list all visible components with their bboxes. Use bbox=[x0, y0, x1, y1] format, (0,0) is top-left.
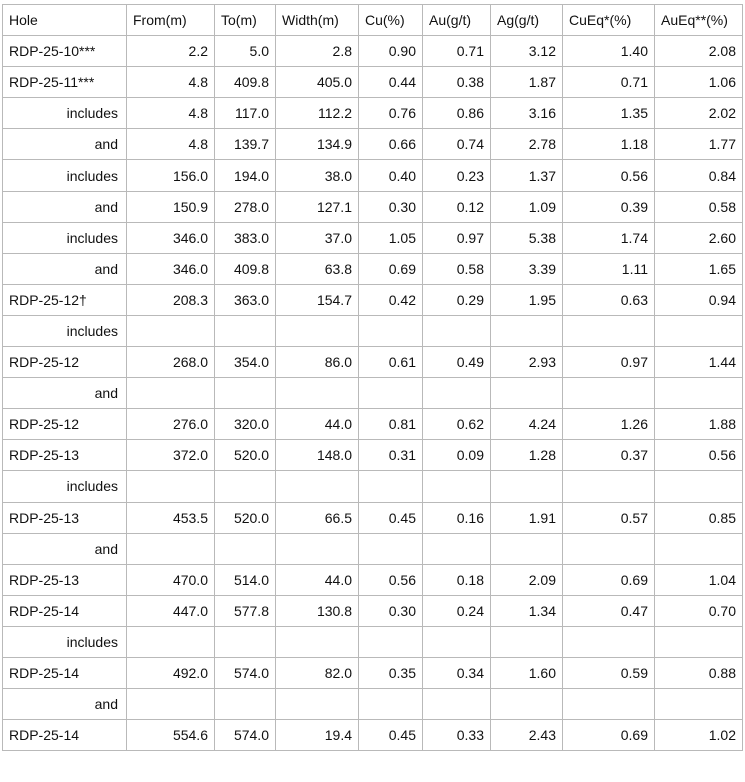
table-cell: 0.30 bbox=[359, 595, 423, 626]
table-cell: 0.71 bbox=[423, 36, 491, 67]
table-cell: 63.8 bbox=[276, 253, 359, 284]
table-cell: 0.94 bbox=[655, 284, 743, 315]
column-header: Hole bbox=[3, 5, 127, 36]
interval-qualifier: includes bbox=[3, 315, 127, 346]
table-cell: 38.0 bbox=[276, 160, 359, 191]
table-cell: 117.0 bbox=[215, 98, 276, 129]
table-cell: 1.95 bbox=[491, 284, 563, 315]
table-cell: 405.0 bbox=[276, 67, 359, 98]
hole-id: RDP-25-13 bbox=[3, 564, 127, 595]
table-cell bbox=[127, 626, 215, 657]
table-cell: 0.70 bbox=[655, 595, 743, 626]
table-cell bbox=[655, 533, 743, 564]
table-cell bbox=[655, 315, 743, 346]
table-cell: 0.81 bbox=[359, 409, 423, 440]
table-cell: 0.42 bbox=[359, 284, 423, 315]
table-row bbox=[3, 36, 743, 67]
table-cell bbox=[127, 471, 215, 502]
table-cell: 453.5 bbox=[127, 502, 215, 533]
table-row bbox=[3, 222, 743, 253]
table-cell: 2.2 bbox=[127, 36, 215, 67]
table-cell: 0.69 bbox=[563, 720, 655, 751]
table-cell: 44.0 bbox=[276, 564, 359, 595]
interval-qualifier: and bbox=[3, 129, 127, 160]
table-cell bbox=[215, 533, 276, 564]
table-cell: 470.0 bbox=[127, 564, 215, 595]
table-cell: 127.1 bbox=[276, 191, 359, 222]
table-cell: 520.0 bbox=[215, 502, 276, 533]
table-row bbox=[3, 409, 743, 440]
table-cell: 1.11 bbox=[563, 253, 655, 284]
table-cell: 1.87 bbox=[491, 67, 563, 98]
table-cell: 3.16 bbox=[491, 98, 563, 129]
table-cell: 66.5 bbox=[276, 502, 359, 533]
table-cell: 134.9 bbox=[276, 129, 359, 160]
table-cell bbox=[491, 689, 563, 720]
hole-id: RDP-25-14 bbox=[3, 720, 127, 751]
table-cell: 574.0 bbox=[215, 720, 276, 751]
table-cell: 0.56 bbox=[563, 160, 655, 191]
table-cell: 1.09 bbox=[491, 191, 563, 222]
table-cell: 0.09 bbox=[423, 440, 491, 471]
table-cell bbox=[215, 689, 276, 720]
table-cell: 1.37 bbox=[491, 160, 563, 191]
table-cell: 0.47 bbox=[563, 595, 655, 626]
table-cell: 1.34 bbox=[491, 595, 563, 626]
table-cell: 1.04 bbox=[655, 564, 743, 595]
table-cell: 278.0 bbox=[215, 191, 276, 222]
table-row bbox=[3, 720, 743, 751]
table-cell: 0.56 bbox=[359, 564, 423, 595]
table-cell: 1.05 bbox=[359, 222, 423, 253]
table-cell: 2.43 bbox=[491, 720, 563, 751]
table-cell: 0.38 bbox=[423, 67, 491, 98]
table-cell: 372.0 bbox=[127, 440, 215, 471]
table-cell: 2.78 bbox=[491, 129, 563, 160]
table-cell bbox=[563, 689, 655, 720]
table-row bbox=[3, 595, 743, 626]
table-cell: 0.45 bbox=[359, 720, 423, 751]
column-header: CuEq*(%) bbox=[563, 5, 655, 36]
hole-id: RDP-25-13 bbox=[3, 502, 127, 533]
table-row bbox=[3, 440, 743, 471]
table-cell: 574.0 bbox=[215, 657, 276, 688]
table-cell: 1.88 bbox=[655, 409, 743, 440]
table-cell bbox=[215, 471, 276, 502]
interval-qualifier: and bbox=[3, 689, 127, 720]
table-cell bbox=[563, 315, 655, 346]
table-cell: 0.18 bbox=[423, 564, 491, 595]
table-cell: 44.0 bbox=[276, 409, 359, 440]
table-cell: 354.0 bbox=[215, 347, 276, 378]
table-cell: 554.6 bbox=[127, 720, 215, 751]
table-cell: 0.86 bbox=[423, 98, 491, 129]
table-cell: 346.0 bbox=[127, 222, 215, 253]
table-cell: 320.0 bbox=[215, 409, 276, 440]
table-cell: 0.58 bbox=[423, 253, 491, 284]
table-cell: 514.0 bbox=[215, 564, 276, 595]
table-cell bbox=[127, 315, 215, 346]
table-body bbox=[3, 5, 743, 751]
column-header: Ag(g/t) bbox=[491, 5, 563, 36]
table-row bbox=[3, 657, 743, 688]
table-cell bbox=[215, 626, 276, 657]
table-cell bbox=[563, 533, 655, 564]
table-cell: 0.71 bbox=[563, 67, 655, 98]
column-header: Width(m) bbox=[276, 5, 359, 36]
table-cell: 1.65 bbox=[655, 253, 743, 284]
table-cell bbox=[276, 689, 359, 720]
table-cell: 4.8 bbox=[127, 129, 215, 160]
table-cell: 409.8 bbox=[215, 253, 276, 284]
table-cell bbox=[276, 533, 359, 564]
table-cell bbox=[359, 378, 423, 409]
table-row bbox=[3, 67, 743, 98]
table-cell bbox=[359, 315, 423, 346]
table-cell bbox=[359, 533, 423, 564]
hole-id: RDP-25-13 bbox=[3, 440, 127, 471]
table-cell: 0.31 bbox=[359, 440, 423, 471]
interval-qualifier: includes bbox=[3, 626, 127, 657]
table-cell: 0.66 bbox=[359, 129, 423, 160]
table-cell: 0.45 bbox=[359, 502, 423, 533]
table-cell: 148.0 bbox=[276, 440, 359, 471]
table-row bbox=[3, 284, 743, 315]
interval-qualifier: and bbox=[3, 253, 127, 284]
table-cell bbox=[215, 378, 276, 409]
hole-id: RDP-25-12 bbox=[3, 409, 127, 440]
table-row bbox=[3, 533, 743, 564]
interval-qualifier: includes bbox=[3, 160, 127, 191]
table-cell: 1.60 bbox=[491, 657, 563, 688]
table-cell: 1.40 bbox=[563, 36, 655, 67]
table-row bbox=[3, 689, 743, 720]
table-cell: 0.90 bbox=[359, 36, 423, 67]
hole-id: RDP-25-14 bbox=[3, 657, 127, 688]
table-cell bbox=[491, 315, 563, 346]
table-cell bbox=[359, 471, 423, 502]
table-row bbox=[3, 471, 743, 502]
table-cell: 208.3 bbox=[127, 284, 215, 315]
table-cell bbox=[491, 471, 563, 502]
table-cell: 2.02 bbox=[655, 98, 743, 129]
table-cell: 150.9 bbox=[127, 191, 215, 222]
table-cell: 2.60 bbox=[655, 222, 743, 253]
table-row bbox=[3, 191, 743, 222]
table-cell bbox=[423, 471, 491, 502]
table-cell bbox=[491, 378, 563, 409]
table-cell: 0.40 bbox=[359, 160, 423, 191]
table-cell bbox=[359, 626, 423, 657]
table-cell: 0.24 bbox=[423, 595, 491, 626]
table-cell: 0.97 bbox=[563, 347, 655, 378]
table-cell: 363.0 bbox=[215, 284, 276, 315]
table-cell: 0.76 bbox=[359, 98, 423, 129]
hole-id: RDP-25-12† bbox=[3, 284, 127, 315]
table-cell bbox=[655, 626, 743, 657]
table-cell: 2.09 bbox=[491, 564, 563, 595]
table-cell bbox=[491, 626, 563, 657]
table-cell: 0.56 bbox=[655, 440, 743, 471]
table-cell: 0.84 bbox=[655, 160, 743, 191]
table-cell: 154.7 bbox=[276, 284, 359, 315]
table-cell: 5.0 bbox=[215, 36, 276, 67]
table-cell: 4.8 bbox=[127, 98, 215, 129]
table-cell: 1.02 bbox=[655, 720, 743, 751]
table-cell: 0.49 bbox=[423, 347, 491, 378]
table-cell bbox=[127, 533, 215, 564]
table-cell bbox=[423, 626, 491, 657]
table-cell: 0.12 bbox=[423, 191, 491, 222]
table-cell: 0.37 bbox=[563, 440, 655, 471]
table-cell: 139.7 bbox=[215, 129, 276, 160]
table-cell bbox=[127, 689, 215, 720]
table-cell bbox=[491, 533, 563, 564]
table-cell: 19.4 bbox=[276, 720, 359, 751]
table-cell: 0.63 bbox=[563, 284, 655, 315]
table-cell: 156.0 bbox=[127, 160, 215, 191]
table-cell: 0.69 bbox=[563, 564, 655, 595]
table-cell bbox=[655, 689, 743, 720]
table-cell: 0.23 bbox=[423, 160, 491, 191]
table-cell: 0.97 bbox=[423, 222, 491, 253]
table-cell: 1.74 bbox=[563, 222, 655, 253]
hole-id: RDP-25-11*** bbox=[3, 67, 127, 98]
table-row bbox=[3, 502, 743, 533]
table-cell: 0.29 bbox=[423, 284, 491, 315]
drill-results-table bbox=[2, 4, 743, 751]
table-cell: 492.0 bbox=[127, 657, 215, 688]
table-cell bbox=[423, 533, 491, 564]
table-cell: 0.33 bbox=[423, 720, 491, 751]
table-row bbox=[3, 98, 743, 129]
column-header: AuEq**(%) bbox=[655, 5, 743, 36]
table-cell: 2.08 bbox=[655, 36, 743, 67]
table-cell: 0.58 bbox=[655, 191, 743, 222]
table-cell: 0.61 bbox=[359, 347, 423, 378]
table-cell bbox=[423, 689, 491, 720]
table-cell: 383.0 bbox=[215, 222, 276, 253]
table-cell: 1.44 bbox=[655, 347, 743, 378]
table-cell: 0.34 bbox=[423, 657, 491, 688]
table-cell: 0.44 bbox=[359, 67, 423, 98]
table-cell bbox=[276, 315, 359, 346]
table-row bbox=[3, 315, 743, 346]
hole-id: RDP-25-10*** bbox=[3, 36, 127, 67]
table-row bbox=[3, 564, 743, 595]
table-cell bbox=[563, 626, 655, 657]
table-cell: 2.93 bbox=[491, 347, 563, 378]
table-cell: 1.26 bbox=[563, 409, 655, 440]
hole-id: RDP-25-14 bbox=[3, 595, 127, 626]
table-row bbox=[3, 129, 743, 160]
table-cell bbox=[127, 378, 215, 409]
table-cell bbox=[215, 315, 276, 346]
interval-qualifier: and bbox=[3, 533, 127, 564]
table-cell: 0.69 bbox=[359, 253, 423, 284]
table-row bbox=[3, 626, 743, 657]
table-cell: 112.2 bbox=[276, 98, 359, 129]
table-cell: 0.62 bbox=[423, 409, 491, 440]
table-cell bbox=[276, 626, 359, 657]
table-cell: 194.0 bbox=[215, 160, 276, 191]
table-cell: 409.8 bbox=[215, 67, 276, 98]
table-cell bbox=[276, 471, 359, 502]
table-cell: 346.0 bbox=[127, 253, 215, 284]
table-cell: 0.59 bbox=[563, 657, 655, 688]
table-cell: 0.16 bbox=[423, 502, 491, 533]
table-cell: 4.24 bbox=[491, 409, 563, 440]
table-cell: 1.77 bbox=[655, 129, 743, 160]
table-cell: 0.74 bbox=[423, 129, 491, 160]
table-cell: 276.0 bbox=[127, 409, 215, 440]
table-cell: 130.8 bbox=[276, 595, 359, 626]
interval-qualifier: and bbox=[3, 191, 127, 222]
column-header: From(m) bbox=[127, 5, 215, 36]
interval-qualifier: and bbox=[3, 378, 127, 409]
table-cell: 0.39 bbox=[563, 191, 655, 222]
table-cell bbox=[276, 378, 359, 409]
table-cell: 0.57 bbox=[563, 502, 655, 533]
table-cell: 0.30 bbox=[359, 191, 423, 222]
table-row bbox=[3, 378, 743, 409]
table-cell bbox=[563, 378, 655, 409]
table-cell: 520.0 bbox=[215, 440, 276, 471]
table-cell: 268.0 bbox=[127, 347, 215, 378]
hole-id: RDP-25-12 bbox=[3, 347, 127, 378]
table-cell: 2.8 bbox=[276, 36, 359, 67]
table-cell: 1.06 bbox=[655, 67, 743, 98]
table-cell: 1.35 bbox=[563, 98, 655, 129]
table-cell bbox=[423, 378, 491, 409]
table-cell: 1.91 bbox=[491, 502, 563, 533]
table-cell: 37.0 bbox=[276, 222, 359, 253]
table-cell: 0.35 bbox=[359, 657, 423, 688]
table-row bbox=[3, 347, 743, 378]
table-cell: 82.0 bbox=[276, 657, 359, 688]
table-cell: 5.38 bbox=[491, 222, 563, 253]
table-cell: 4.8 bbox=[127, 67, 215, 98]
interval-qualifier: includes bbox=[3, 471, 127, 502]
table-cell bbox=[655, 378, 743, 409]
table-cell: 1.18 bbox=[563, 129, 655, 160]
header-row bbox=[3, 5, 743, 36]
column-header: Au(g/t) bbox=[423, 5, 491, 36]
table-cell: 1.28 bbox=[491, 440, 563, 471]
table-cell: 0.88 bbox=[655, 657, 743, 688]
table-row bbox=[3, 160, 743, 191]
table-cell bbox=[359, 689, 423, 720]
table-cell: 3.12 bbox=[491, 36, 563, 67]
table-cell: 3.39 bbox=[491, 253, 563, 284]
table-cell: 577.8 bbox=[215, 595, 276, 626]
table-row bbox=[3, 253, 743, 284]
table-cell bbox=[655, 471, 743, 502]
interval-qualifier: includes bbox=[3, 98, 127, 129]
table-cell bbox=[563, 471, 655, 502]
table-cell: 0.85 bbox=[655, 502, 743, 533]
column-header: To(m) bbox=[215, 5, 276, 36]
table-cell: 86.0 bbox=[276, 347, 359, 378]
table-cell: 447.0 bbox=[127, 595, 215, 626]
column-header: Cu(%) bbox=[359, 5, 423, 36]
table-cell bbox=[423, 315, 491, 346]
interval-qualifier: includes bbox=[3, 222, 127, 253]
